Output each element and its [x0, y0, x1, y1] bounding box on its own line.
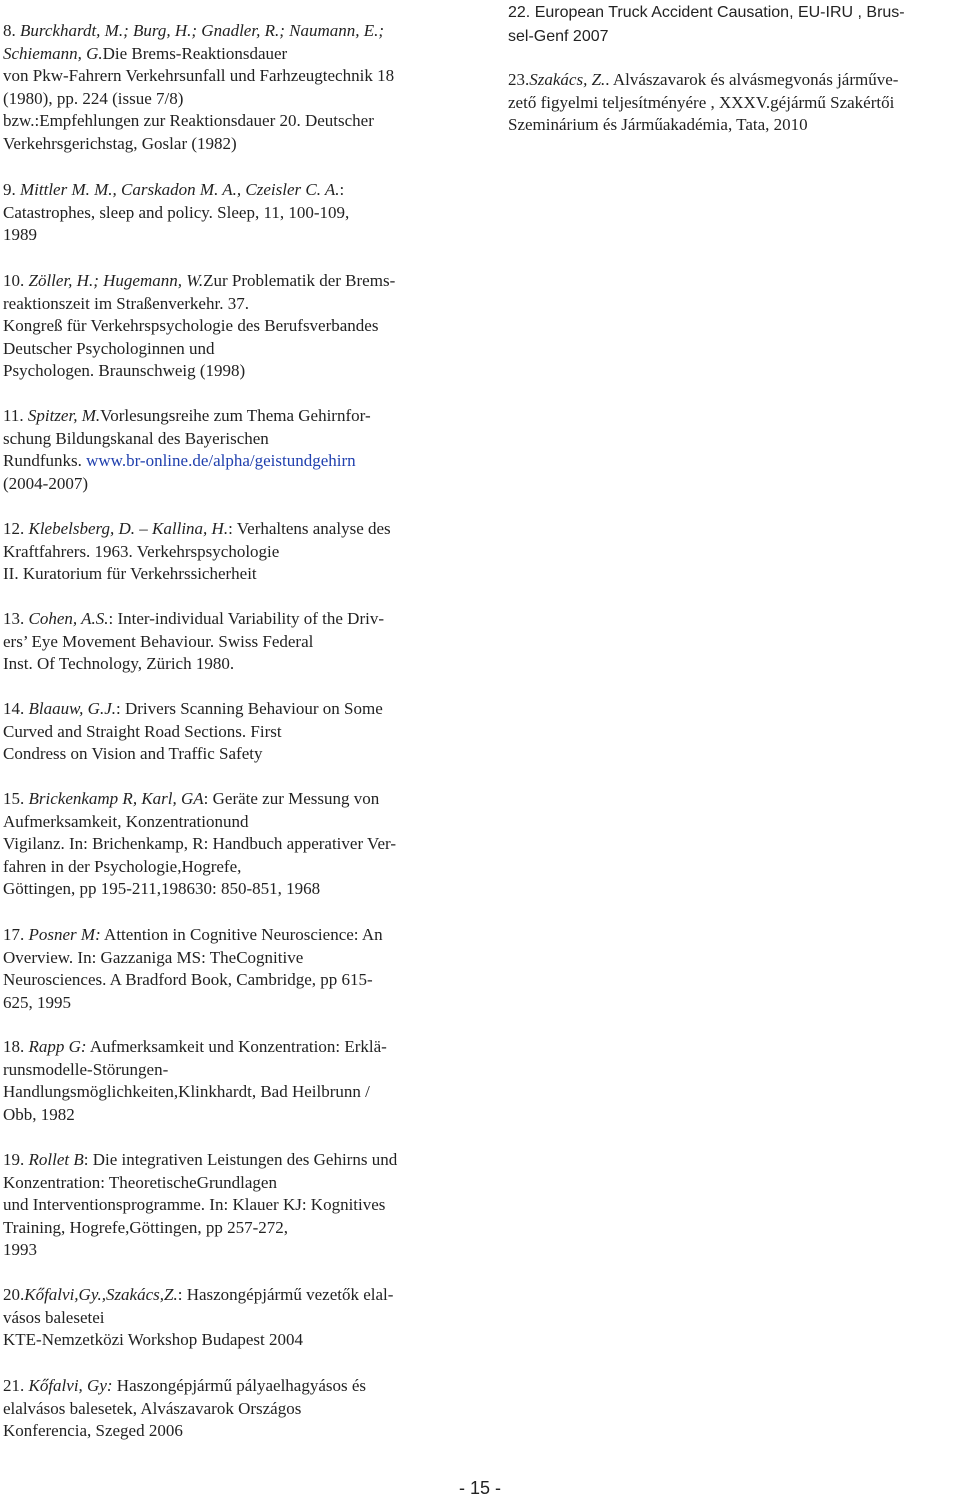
reference-text: Blaauw, G.J.: [28, 699, 117, 718]
reference-text: sel-Genf 2007: [508, 27, 609, 45]
reference-line: [3, 924, 383, 947]
reference-text: Aufmerksamkeit, Konzentrationund: [3, 811, 249, 831]
reference-text: Neurosciences. A Bradford Book, Cambridge, pp 615-: [3, 970, 373, 990]
page-number: - 15 -: [458, 1478, 501, 1498]
reference-line: [508, 1, 905, 25]
reference-line: [3, 788, 396, 811]
reference-line: [3, 1217, 397, 1240]
reference-text: : Verhaltens analyse des: [228, 519, 391, 538]
reference-text: Condress on Vision and Traffic Safety: [3, 744, 263, 764]
reference-text: Aufmerksamkeit und Konzentration: Erklä-: [86, 1037, 387, 1056]
reference-line: [3, 698, 383, 721]
reference-text: 21.: [3, 1376, 29, 1395]
reference-text: (2004-2007): [3, 473, 88, 493]
reference-line: [508, 69, 898, 92]
reference-text: 19.: [3, 1150, 29, 1169]
reference-text: Deutscher Psychologinnen und: [3, 338, 215, 358]
reference-text: reaktionszeit im Straßenverkehr. 37.: [3, 293, 249, 313]
reference-entry: [3, 608, 384, 676]
reference-text: Verkehrsgerichstag, Goslar (1982): [3, 133, 237, 153]
reference-entry: [508, 1, 905, 48]
reference-text: 1989: [3, 225, 37, 245]
reference-text: Konzentration: TheoretischeGrundlagen: [3, 1172, 277, 1192]
reference-text: Burckhardt, M.; Burg, H.; Gnadler, R.; Naumann, E.;: [20, 21, 385, 40]
reference-entry: [3, 1149, 397, 1262]
reference-text: Posner M:: [28, 925, 101, 944]
reference-text: II. Kuratorium für Verkehrssicherheit: [3, 564, 257, 584]
reference-line: [3, 1149, 397, 1172]
reference-text: : Inter-individual Variability of the Driv-: [108, 609, 384, 628]
reference-text: 10.: [3, 271, 29, 290]
reference-line: [3, 743, 383, 766]
reference-text: und Interventionsprogramme. In: Klauer KJ: Kognitives: [3, 1195, 386, 1215]
reference-text: Catastrophes, sleep and policy. Sleep, 11, 100-109,: [3, 202, 350, 222]
reference-text: : Drivers Scanning Behaviour on Some: [116, 699, 383, 718]
reference-line: [3, 1239, 397, 1262]
reference-entry: [3, 179, 349, 247]
reference-text: KTE-Nemzetközi Workshop Budapest 2004: [3, 1330, 304, 1350]
reference-entry: [3, 1284, 393, 1352]
reference-url-link[interactable]: www.br-online.de/alpha/geistundgehirn: [86, 451, 356, 471]
reference-text: bzw.:Empfehlungen zur Reaktionsdauer 20. Deutscher: [3, 111, 374, 131]
reference-text: : Haszongépjármű vezetők elal-: [177, 1285, 394, 1304]
reference-text: 12.: [3, 519, 29, 538]
reference-text: . Alvászavarok és alvásmegvonás járműve-: [605, 70, 899, 89]
reference-line: [3, 428, 371, 451]
reference-text: Haszongépjármű pályaelhagyásos és: [112, 1376, 367, 1395]
reference-line: [3, 1375, 366, 1398]
reference-text: Inst. Of Technology, Zürich 1980.: [3, 654, 235, 674]
reference-text: Zur Problematik der Brems-: [203, 271, 396, 290]
reference-entry: [3, 20, 394, 156]
reference-entry: [3, 1036, 387, 1126]
reference-line: [3, 224, 349, 247]
reference-line: [3, 450, 371, 473]
reference-line: [3, 856, 396, 879]
reference-text: Psychologen. Braunschweig (1998): [3, 361, 246, 381]
reference-line: [508, 92, 898, 115]
reference-line: [3, 1284, 393, 1307]
reference-text: Vorlesungsreihe zum Thema Gehirnfor-: [100, 406, 371, 425]
reference-text: Vigilanz. In: Brichenkamp, R: Handbuch apperativer Ver-: [3, 834, 396, 854]
reference-line: [3, 1194, 397, 1217]
reference-line: [3, 563, 391, 586]
reference-text: Rapp G:: [28, 1037, 87, 1056]
reference-line: [3, 878, 396, 901]
reference-text: 18.: [3, 1037, 29, 1056]
reference-line: [3, 1059, 387, 1082]
reference-text: 23.: [508, 70, 530, 89]
reference-text: vásos balesetei: [3, 1307, 105, 1327]
reference-text: :: [339, 180, 345, 199]
reference-text: Szakács, Z.: [529, 70, 606, 89]
reference-text: Die Brems-Reaktionsdauer: [102, 43, 288, 63]
reference-text: 9.: [3, 180, 20, 199]
reference-line: [3, 1398, 366, 1421]
reference-line: [3, 65, 394, 88]
reference-text: 11.: [3, 406, 28, 425]
reference-line: [3, 721, 383, 744]
reference-text: Klebelsberg, D. – Kallina, H.: [28, 519, 229, 538]
reference-text: 22. European Truck Accident Causation, EU-IRU , Brus-: [508, 4, 905, 21]
reference-line: [3, 811, 396, 834]
reference-text: Göttingen, pp 195-211,198630: 850-851, 1968: [3, 879, 321, 899]
reference-text: Curved and Straight Road Sections. First: [3, 721, 282, 741]
reference-line: [3, 133, 394, 156]
reference-line: [3, 88, 394, 111]
reference-text: Schiemann, G.: [3, 43, 103, 63]
reference-text: 17.: [3, 925, 29, 944]
reference-text: 13.: [3, 609, 29, 628]
reference-entry: [3, 405, 371, 495]
reference-text: Attention in Cognitive Neuroscience: An: [100, 925, 383, 944]
reference-line: [508, 114, 898, 137]
reference-text: 20.: [3, 1285, 25, 1304]
reference-text: : Geräte zur Messung von: [203, 789, 380, 808]
reference-line: [3, 947, 383, 970]
reference-text: ers’ Eye Movement Behaviour. Swiss Federal: [3, 631, 314, 651]
reference-text: elalvásos balesetek, Alvászavarok Országos: [3, 1398, 302, 1418]
reference-text: Handlungsmöglichkeiten,Klinkhardt, Bad Heilbrunn /: [3, 1082, 370, 1102]
reference-line: [3, 43, 394, 66]
reference-entry: [508, 69, 898, 137]
reference-text: (1980), pp. 224 (issue 7/8): [3, 88, 184, 108]
reference-text: Zöller, H.; Hugemann, W.: [28, 271, 204, 290]
reference-line: [3, 179, 349, 202]
reference-line: [3, 541, 391, 564]
reference-text: Cohen, A.S.: [28, 609, 109, 628]
reference-entry: [3, 788, 396, 901]
reference-line: [3, 20, 394, 43]
reference-text: Kongreß für Verkehrspsychologie des Berufsverbandes: [3, 316, 379, 336]
reference-line: [3, 338, 395, 361]
reference-line: [508, 25, 905, 49]
reference-text: Kőfalvi, Gy:: [28, 1376, 113, 1395]
reference-line: [3, 1081, 387, 1104]
reference-text: Rundfunks.: [3, 451, 87, 471]
reference-text: fahren in der Psychologie,Hogrefe,: [3, 856, 242, 876]
reference-entry: [3, 518, 391, 586]
reference-line: [3, 608, 384, 631]
reference-text: Spitzer, M.: [27, 406, 101, 425]
reference-text: schung Bildungskanal des Bayerischen: [3, 428, 269, 448]
reference-text: Szeminárium és Járműakadémia, Tata, 2010: [508, 115, 808, 135]
reference-line: [3, 1172, 397, 1195]
reference-text: Overview. In: Gazzaniga MS: TheCognitive: [3, 947, 304, 967]
reference-line: [3, 833, 396, 856]
reference-text: 625, 1995: [3, 992, 71, 1012]
reference-line: [3, 1036, 387, 1059]
reference-line: [3, 473, 371, 496]
reference-text: Kőfalvi,Gy.,Szakács,Z.: [24, 1285, 178, 1304]
reference-text: Training, Hogrefe,Göttingen, pp 257-272,: [3, 1217, 289, 1237]
reference-line: [3, 969, 383, 992]
reference-line: [3, 202, 349, 225]
reference-text: von Pkw-Fahrern Verkehrsunfall und Farhzeugtechnik 18: [3, 66, 395, 86]
reference-line: [3, 1420, 366, 1443]
reference-text: Konferencia, Szeged 2006: [3, 1421, 183, 1441]
reference-text: 15.: [3, 789, 29, 808]
reference-line: [3, 110, 394, 133]
reference-text: runsmodelle-Störungen-: [3, 1059, 169, 1079]
reference-line: [3, 405, 371, 428]
reference-text: Obb, 1982: [3, 1104, 75, 1124]
reference-line: [3, 631, 384, 654]
reference-line: [3, 653, 384, 676]
reference-line: [3, 1329, 393, 1352]
reference-text: Rollet B: [28, 1150, 84, 1169]
reference-text: 1993: [3, 1240, 37, 1260]
reference-entry: [3, 270, 395, 383]
reference-line: [3, 992, 383, 1015]
reference-text: Kraftfahrers. 1963. Verkehrspsychologie: [3, 541, 280, 561]
reference-line: [3, 270, 395, 293]
reference-text: Brickenkamp R, Karl, GA: [28, 789, 204, 808]
reference-text: zető figyelmi teljesítményére , XXXV.géjármű Szakértői: [508, 92, 895, 112]
reference-line: [3, 293, 395, 316]
reference-line: [3, 360, 395, 383]
reference-entry: [3, 698, 383, 766]
reference-text: : Die integrativen Leistungen des Gehirns und: [83, 1150, 398, 1169]
reference-line: [3, 1104, 387, 1127]
reference-line: [3, 1307, 393, 1330]
reference-text: 8.: [3, 21, 20, 40]
reference-line: [3, 315, 395, 338]
reference-text: 14.: [3, 699, 29, 718]
reference-line: [3, 518, 391, 541]
reference-text: Mittler M. M., Carskadon M. A., Czeisler C. A.: [20, 180, 340, 199]
reference-entry: [3, 924, 383, 1014]
reference-entry: [3, 1375, 366, 1443]
